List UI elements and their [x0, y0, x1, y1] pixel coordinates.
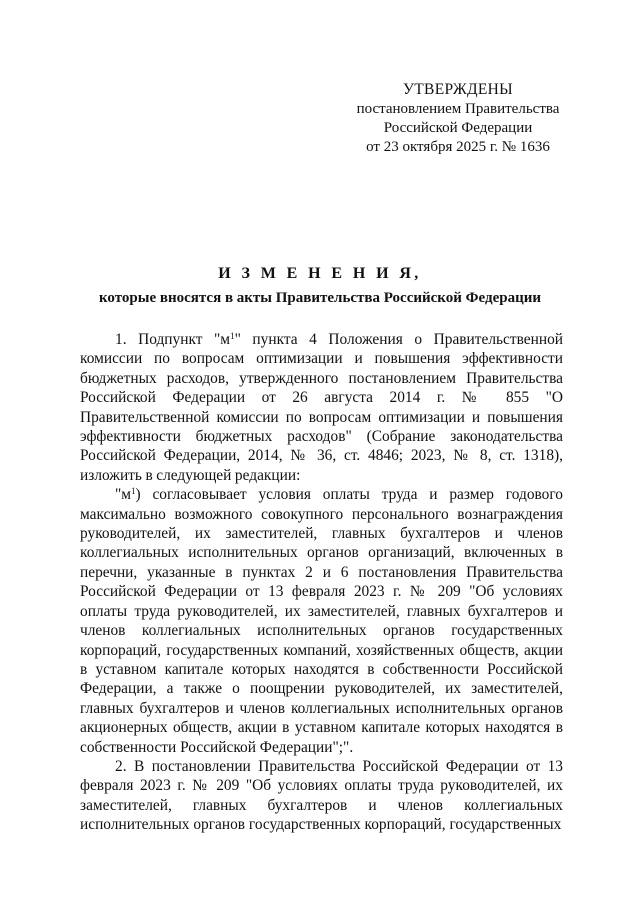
document-body [80, 330, 563, 835]
paragraph-2-text-b: ) согласовывает условия оплаты труда и размер годового максимально возможного совокупного персонального вознаграждения руководителей, их заместителей, главных бухгалтеров и членов коллегиальных исполнительных органов организаций, включенных в перечни, указанные в пунктах 2 и 6 постановления Правительства Российской Федерации от 13 февраля 2023 г. № 209 "Об условиях оплаты труда руководителей, их заместителей, главных бухгалтеров и членов коллегиальных исполнительных органов государственных корпораций, государственных компаний, хозяйственных обществ, акции в уставном капитале которых находятся в собственности Российской Федерации, а также о поощрении руководителей, их заместителей, главных бухгалтеров и членов коллегиальных исполнительных органов акционерных обществ, акции в уставном капитале которых находятся в собственности Российской Федерации";". [80, 486, 563, 756]
approval-title: УТВЕРЖДЕНЫ [403, 81, 513, 98]
document-title: И З М Е Н Е Н И Я, [218, 265, 422, 282]
paragraph-3: 2. В постановлении Правительства Российской Федерации от 13 февраля 2023 г. № 209 "Об условиях оплаты труда руководителей, их заместителей, главных бухгалтеров и членов коллегиальных исполнительных органов государственных корпораций, государственных [80, 757, 563, 834]
paragraph-1-superscript: 1 [230, 331, 235, 341]
paragraph-2 [80, 485, 563, 757]
approval-block [330, 80, 586, 157]
paragraph-2-text-a: "м [115, 486, 132, 504]
approval-line-2: Российской Федерации [383, 120, 533, 136]
document-subtitle: которые вносятся в акты Правительства Российской Федерации [98, 290, 542, 306]
paragraph-1 [80, 330, 563, 485]
approval-line-1: постановлением Правительства [356, 101, 560, 117]
paragraph-1-text-a: 1. Подпункт "м [115, 331, 231, 348]
approval-line-3: от 23 октября 2025 г. № 1636 [366, 139, 550, 155]
paragraph-2-superscript: 1 [131, 486, 136, 497]
paragraph-1-text-b: " пункта 4 Положения о Правительственной комиссии по вопросам оптимизации и повышения эффективности бюджетных расходов, утвержденного постановлением Правительства Российской Федерации от 26 августа 2014 г. № 855 "О Правительственной комиссии по вопросам оптимизации и повышения эффективности бюджетных расходов" (Собрание законодательства Российской Федерации, 2014, № 36, ст. 4846; 2023, № 8, ст. 1318), изложить в следующей редакции: [80, 331, 563, 484]
